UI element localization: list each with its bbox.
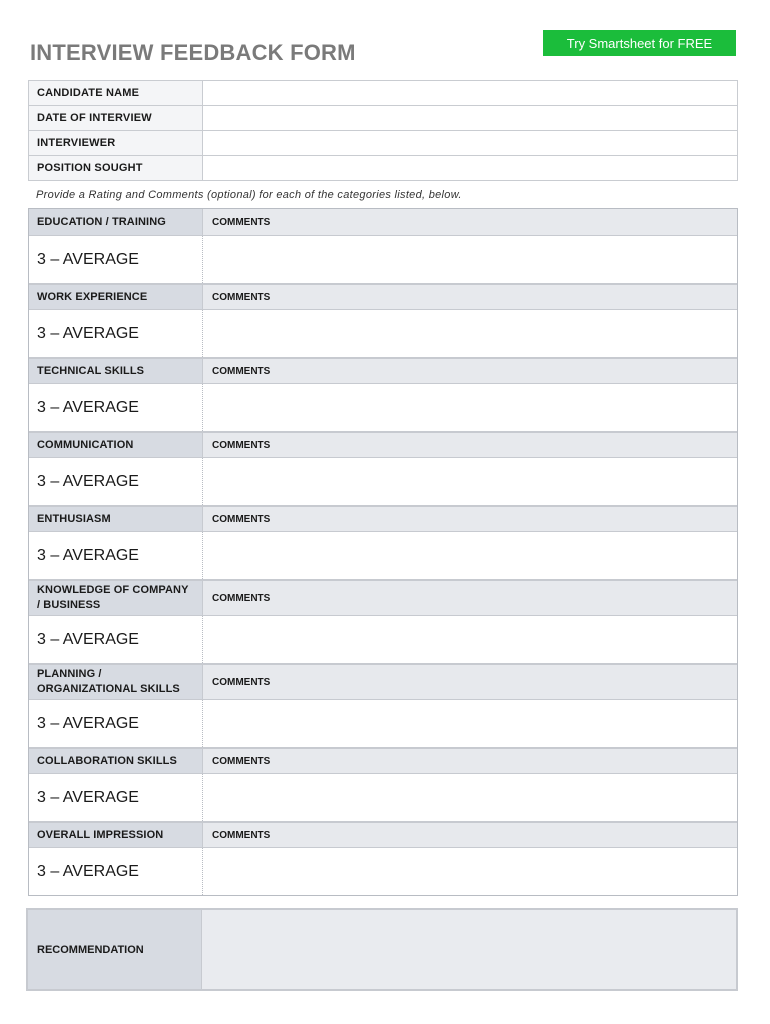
category-header-planning <box>29 663 737 699</box>
category-name-technical-skills: TECHNICAL SKILLS <box>29 359 203 383</box>
comments-label: COMMENTS <box>212 291 271 303</box>
category-body-education <box>29 235 737 283</box>
comments-field-enthusiasm[interactable] <box>203 532 737 579</box>
category-header-technical-skills <box>29 357 737 383</box>
comments-field-overall-impression[interactable] <box>203 848 737 895</box>
position-sought-label: POSITION SOUGHT <box>29 156 203 181</box>
category-name-communication: COMMUNICATION <box>29 433 203 457</box>
candidate-name-row <box>29 81 738 106</box>
date-of-interview-label: DATE OF INTERVIEW <box>29 106 203 131</box>
candidate-name-field[interactable] <box>203 81 738 106</box>
rating-select-planning[interactable]: 3 – AVERAGE <box>29 700 203 747</box>
rating-select-communication[interactable]: 3 – AVERAGE <box>29 458 203 505</box>
date-of-interview-row <box>29 106 738 131</box>
candidate-info-table <box>28 80 738 181</box>
category-header-overall-impression <box>29 821 737 847</box>
category-body-communication <box>29 457 737 505</box>
recommendation-section <box>26 908 738 991</box>
category-header-enthusiasm <box>29 505 737 531</box>
category-name-planning: PLANNING / ORGANIZATIONAL SKILLS <box>29 665 203 699</box>
comments-field-planning[interactable] <box>203 700 737 747</box>
comments-label: COMMENTS <box>212 439 271 451</box>
category-header-knowledge-of-company <box>29 579 737 615</box>
position-sought-field[interactable] <box>203 156 738 181</box>
comments-field-technical-skills[interactable] <box>203 384 737 431</box>
comments-field-knowledge-of-company[interactable] <box>203 616 737 663</box>
comments-field-communication[interactable] <box>203 458 737 505</box>
category-body-knowledge-of-company <box>29 615 737 663</box>
candidate-name-label: CANDIDATE NAME <box>29 81 203 106</box>
category-name-collaboration: COLLABORATION SKILLS <box>29 749 203 773</box>
recommendation-label: RECOMMENDATION <box>28 910 202 989</box>
category-name-education: EDUCATION / TRAINING <box>29 209 203 235</box>
rating-select-enthusiasm[interactable]: 3 – AVERAGE <box>29 532 203 579</box>
comments-label: COMMENTS <box>212 365 271 377</box>
category-header-education <box>29 209 737 235</box>
interviewer-field[interactable] <box>203 131 738 156</box>
ratings-table <box>28 208 738 896</box>
category-name-overall-impression: OVERALL IMPRESSION <box>29 823 203 847</box>
rating-select-technical-skills[interactable]: 3 – AVERAGE <box>29 384 203 431</box>
category-header-work-experience <box>29 283 737 309</box>
category-body-planning <box>29 699 737 747</box>
category-name-knowledge-of-company: KNOWLEDGE OF COMPANY / BUSINESS <box>29 581 203 615</box>
form-title: INTERVIEW FEEDBACK FORM <box>30 40 356 65</box>
category-body-enthusiasm <box>29 531 737 579</box>
rating-select-collaboration[interactable]: 3 – AVERAGE <box>29 774 203 821</box>
comments-label: COMMENTS <box>212 755 271 767</box>
rating-instructions: Provide a Rating and Comments (optional) for each of the categories listed, below. <box>36 189 462 201</box>
category-body-overall-impression <box>29 847 737 895</box>
category-header-collaboration <box>29 747 737 773</box>
comments-label: COMMENTS <box>212 676 271 688</box>
interviewer-label: INTERVIEWER <box>29 131 203 156</box>
date-of-interview-field[interactable] <box>203 106 738 131</box>
comments-field-work-experience[interactable] <box>203 310 737 357</box>
category-name-enthusiasm: ENTHUSIASM <box>29 507 203 531</box>
category-body-collaboration <box>29 773 737 821</box>
comments-label: COMMENTS <box>212 216 271 228</box>
rating-select-work-experience[interactable]: 3 – AVERAGE <box>29 310 203 357</box>
comments-field-collaboration[interactable] <box>203 774 737 821</box>
try-smartsheet-button[interactable]: Try Smartsheet for FREE <box>543 30 736 56</box>
interviewer-row <box>29 131 738 156</box>
comments-field-education[interactable] <box>203 236 737 283</box>
comments-label: COMMENTS <box>212 513 271 525</box>
rating-select-knowledge-of-company[interactable]: 3 – AVERAGE <box>29 616 203 663</box>
category-body-work-experience <box>29 309 737 357</box>
category-body-technical-skills <box>29 383 737 431</box>
rating-select-overall-impression[interactable]: 3 – AVERAGE <box>29 848 203 895</box>
recommendation-field[interactable] <box>202 910 736 989</box>
rating-select-education[interactable]: 3 – AVERAGE <box>29 236 203 283</box>
category-name-work-experience: WORK EXPERIENCE <box>29 285 203 309</box>
comments-label: COMMENTS <box>212 592 271 604</box>
category-header-communication <box>29 431 737 457</box>
comments-label: COMMENTS <box>212 829 271 841</box>
position-sought-row <box>29 156 738 181</box>
